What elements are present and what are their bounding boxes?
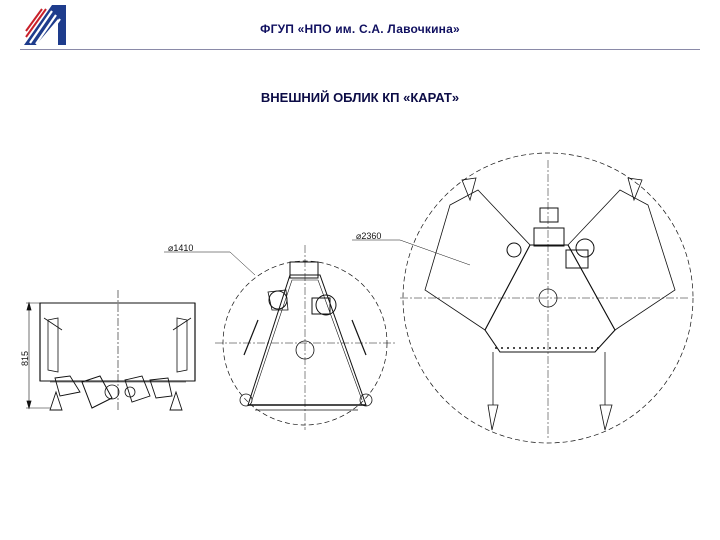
slide-title: ВНЕШНИЙ ОБЛИК КП «КАРАТ» [260,90,460,105]
top-view [352,153,693,443]
height-dimension-label: 815 [20,350,30,366]
organization-name: ФГУП «НПО им. С.А. Лавочкина» [260,22,460,36]
large-diameter-label: ⌀2360 [356,231,382,241]
middle-view [164,243,395,430]
side-view [20,290,195,410]
small-diameter-label: ⌀1410 [168,243,194,253]
